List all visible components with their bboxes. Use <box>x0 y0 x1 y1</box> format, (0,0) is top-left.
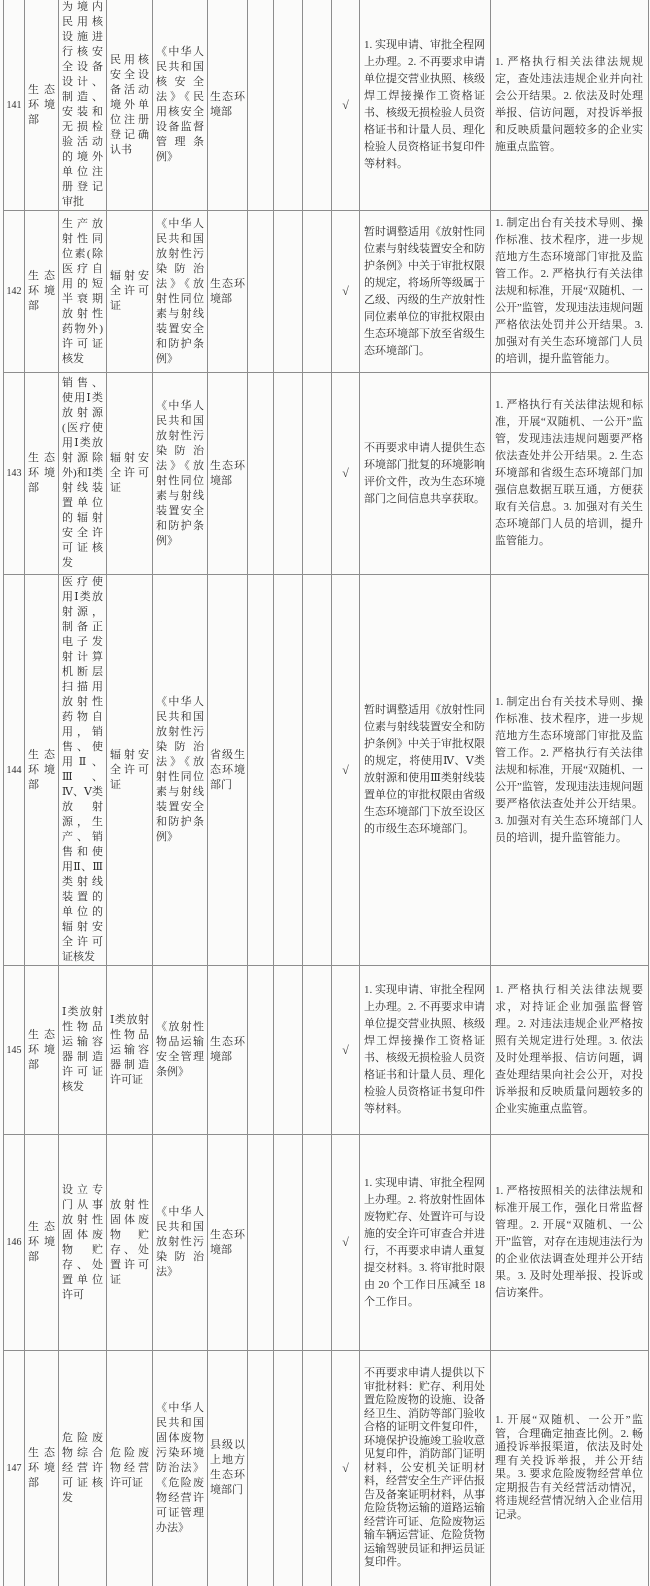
table-row-146 <box>4 1135 649 1351</box>
empty-cell <box>274 1135 303 1351</box>
license-cell: 辐射安全许可证 <box>107 575 153 966</box>
empty-cell <box>248 575 274 966</box>
empty-cell <box>248 1351 274 1586</box>
empty-cell <box>303 966 332 1135</box>
legal-basis-cell: 《中华人民共和国放射性污染防治法》《放射性同位素与射线装置安全和防护条例》 <box>153 373 208 575</box>
legal-basis-cell: 《中华人民共和国放射性污染防治法》《放射性同位素与射线装置安全和防护条例》 <box>153 575 208 966</box>
supervision-measures-cell: 1. 开展“双随机、一公开”监管，合理确定抽查比例。2. 畅通投诉举报渠道，依法及时处理有关投诉举报，并公开结果。3. 要求危险废物经营单位定期报告有关经营活动情况，将违规经营情况纳入企业信用记录。 <box>491 1351 649 1586</box>
empty-cell <box>303 0 332 211</box>
legal-basis-cell: 《中华人民共和国放射性污染防治法》《放射性同位素与射线装置安全和防护条例》 <box>153 211 208 373</box>
department-cell: 生态环境部 <box>25 211 59 373</box>
department-cell: 生态环境部 <box>25 373 59 575</box>
empty-cell <box>274 373 303 575</box>
license-cell: 民用核安全设备活动境外单位注册登记确认书 <box>107 0 153 211</box>
department-cell: 生态环境部 <box>25 0 59 211</box>
authority-cell: 生态环境部 <box>208 211 248 373</box>
reform-measures-cell: 不再要求申请人提供生态环境部门批复的环境影响评价文件，改为生态环境部门之间信息共享获取。 <box>360 373 491 575</box>
license-cell: 辐射安全许可证 <box>107 211 153 373</box>
authority-cell: 生态环境部 <box>208 373 248 575</box>
license-cell: 危险废物经营许可证 <box>107 1351 153 1586</box>
item-name-cell: 为境内民用核设施进行核安全设备设计、制造、安装和无损检验活动的境外单位注册登记审批 <box>59 0 107 211</box>
empty-cell <box>303 211 332 373</box>
authority-cell: 生态环境部 <box>208 1135 248 1351</box>
table-row-142 <box>4 211 649 373</box>
item-name-cell: 设立专门从事放射性固体废物贮存、处置单位许可 <box>59 1135 107 1351</box>
authority-cell: 生态环境部 <box>208 966 248 1135</box>
item-name-cell: Ⅰ类放射性物品运输容器制造许可证核发 <box>59 966 107 1135</box>
empty-cell <box>274 1351 303 1586</box>
license-cell: Ⅰ类放射性物品运输容器制造许可证 <box>107 966 153 1135</box>
department-cell: 生态环境部 <box>25 1135 59 1351</box>
seq-cell: 144 <box>4 575 25 966</box>
reform-measures-cell: 暂时调整适用《放射性同位素与射线装置安全和防护条例》中关于审批权限的规定，将使用Ⅳ、Ⅴ类放射源和使用Ⅲ类射线装置单位的审批权限由省级生态环境部门下放至设区的市级生态环境部门。 <box>360 575 491 966</box>
supervision-measures-cell: 1. 严格按照相关的法律法规和标准开展工作，强化日常监督管理。2. 开展“双随机、一公开”监管，对存在违规违法行为的企业依法调查处理并公开结果。3. 及时处理举报、投诉或信访案件。 <box>491 1135 649 1351</box>
empty-cell <box>248 966 274 1135</box>
table-row-141 <box>4 0 649 211</box>
table-row-147 <box>4 1351 649 1586</box>
item-name-cell: 医疗使用Ⅰ类放射源，制备正电子发射计算机断层扫描用放射性药物自用，销售、使用Ⅱ、Ⅲ、Ⅳ、Ⅴ类放射源，生产、销售和使用Ⅱ、Ⅲ类射线装置的单位的辐射安全许可证核发 <box>59 575 107 966</box>
supervision-measures-cell: 1. 制定出台有关技术导则、操作标准、技术程序，进一步规范地方生态环境部门审批及监管工作。2. 严格执行有关法律法规和标准，开展“双随机、一公开”监管，发现违法违规问题严格依法处罚并公开结果。3. 加强对有关生态环境部门人员的培训，提升监管能力。 <box>491 211 649 373</box>
reform-measures-cell: 1. 实现申请、审批全程网上办理。2. 不再要求申请单位提交营业执照、核级焊工焊接操作工资格证书、核级无损检验人员资格证书和计量人员、理化检验人员资格证书复印件等材料。 <box>360 0 491 211</box>
seq-cell: 146 <box>4 1135 25 1351</box>
empty-cell <box>274 0 303 211</box>
checkmark-cell: √ <box>332 211 360 373</box>
checkmark-cell: √ <box>332 1135 360 1351</box>
empty-cell <box>248 373 274 575</box>
department-cell: 生态环境部 <box>25 966 59 1135</box>
table-row-144 <box>4 575 649 966</box>
empty-cell <box>248 0 274 211</box>
seq-cell: 145 <box>4 966 25 1135</box>
seq-cell: 147 <box>4 1351 25 1586</box>
approval-items-table <box>3 0 649 1586</box>
table-row-143 <box>4 373 649 575</box>
reform-measures-cell: 暂时调整适用《放射性同位素与射线装置安全和防护条例》中关于审批权限的规定，将场所等级属于乙级、丙级的生产放射性同位素单位的审批权限由生态环境部下放至省级生态环境部门。 <box>360 211 491 373</box>
item-name-cell: 危险废物综合经营许可证核发 <box>59 1351 107 1586</box>
authority-cell: 生态环境部 <box>208 0 248 211</box>
empty-cell <box>274 575 303 966</box>
supervision-measures-cell: 1. 严格执行相关法律法规要求，对持证企业加强监督管理。2. 对违法违规企业严格按照有关规定进行处理。3. 依法及时处理举报、信访问题，调查处理结果向社会公开，对投诉举报和反映质量问题较多的企业实施重点监管。 <box>491 966 649 1135</box>
empty-cell <box>274 211 303 373</box>
reform-measures-cell: 1. 实现申请、审批全程网上办理。2. 不再要求申请单位提交营业执照、核级焊工焊接操作工资格证书、核级无损检验人员资格证书和计量人员、理化检验人员资格证书复印件等材料。 <box>360 966 491 1135</box>
checkmark-cell: √ <box>332 1351 360 1586</box>
checkmark-cell: √ <box>332 966 360 1135</box>
empty-cell <box>248 1135 274 1351</box>
empty-cell <box>303 575 332 966</box>
department-cell: 生态环境部 <box>25 1351 59 1586</box>
legal-basis-cell: 《放射性物品运输安全管理条例》 <box>153 966 208 1135</box>
legal-basis-cell: 《中华人民共和国核安全法》《民用核安全设备监督管理条例》 <box>153 0 208 211</box>
supervision-measures-cell: 1. 严格执行有关法律法规和标准，开展“双随机、一公开”监管，发现违法违规问题要严格依法查处并公开结果。2. 生态环境部和省级生态环境部门加强信息数据互联互通，方便获取有关信息。3. 加强对有关生态环境部门人员的培训，提升监管能力。 <box>491 373 649 575</box>
empty-cell <box>303 373 332 575</box>
supervision-measures-cell: 1. 严格执行相关法律法规规定，查处违法违规企业并向社会公开结果。2. 依法及时处理举报、信访问题，对投诉举报和反映质量问题较多的企业实施重点监管。 <box>491 0 649 211</box>
empty-cell <box>303 1135 332 1351</box>
authority-cell: 省级生态环境部门 <box>208 575 248 966</box>
reform-measures-cell: 1. 实现申请、审批全程网上办理。2. 将放射性固体废物贮存、处置许可与设施的安全许可审查合并进行，不再要求申请人重复提交材料。3. 将审批时限由 20 个工作日压减至 18 个工作日。 <box>360 1135 491 1351</box>
empty-cell <box>303 1351 332 1586</box>
license-cell: 辐射安全许可证 <box>107 373 153 575</box>
authority-cell: 县级以上地方生态环境部门 <box>208 1351 248 1586</box>
reform-measures-cell: 不再要求申请人提供以下审批材料：贮存、利用处置危险废物的设施、设备经卫生、消防等部门验收合格的证明文件复印件，环境保护设施竣工验收意见复印件，消防部门证明材料，公安机关证明材料，经营安全生产评估报告及备案证明材料，从事危险货物运输的道路运输经营许可证、危险废物运输车辆运营证、危险货物运输驾驶员证和押运员证复印件。 <box>360 1351 491 1586</box>
seq-cell: 141 <box>4 0 25 211</box>
checkmark-cell: √ <box>332 0 360 211</box>
empty-cell <box>274 966 303 1135</box>
license-cell: 放射性固体废物贮存、处置许可证 <box>107 1135 153 1351</box>
department-cell: 生态环境部 <box>25 575 59 966</box>
seq-cell: 143 <box>4 373 25 575</box>
legal-basis-cell: 《中华人民共和国放射性污染防治法》 <box>153 1135 208 1351</box>
item-name-cell: 生产放射性同位素(除医疗自用的短半衰期放射性药物外)许可证核发 <box>59 211 107 373</box>
supervision-measures-cell: 1. 制定出台有关技术导则、操作标准、技术程序，进一步规范地方生态环境部门审批及监管工作。2. 严格执行有关法律法规和标准，开展“双随机、一公开”监管，发现违法违规问题要严格依法查处并公开结果。3. 加强对有关生态环境部门人员的培训，提升监管能力。 <box>491 575 649 966</box>
item-name-cell: 销售、使用Ⅰ类放射源(医疗使用Ⅰ类放射源除外)和Ⅰ类射线装置单位的辐射安全许可证核发 <box>59 373 107 575</box>
legal-basis-cell: 《中华人民共和国固体废物污染环境防治法》《危险废物经营许可证管理办法》 <box>153 1351 208 1586</box>
seq-cell: 142 <box>4 211 25 373</box>
table-row-145 <box>4 966 649 1135</box>
checkmark-cell: √ <box>332 575 360 966</box>
checkmark-cell: √ <box>332 373 360 575</box>
empty-cell <box>248 211 274 373</box>
